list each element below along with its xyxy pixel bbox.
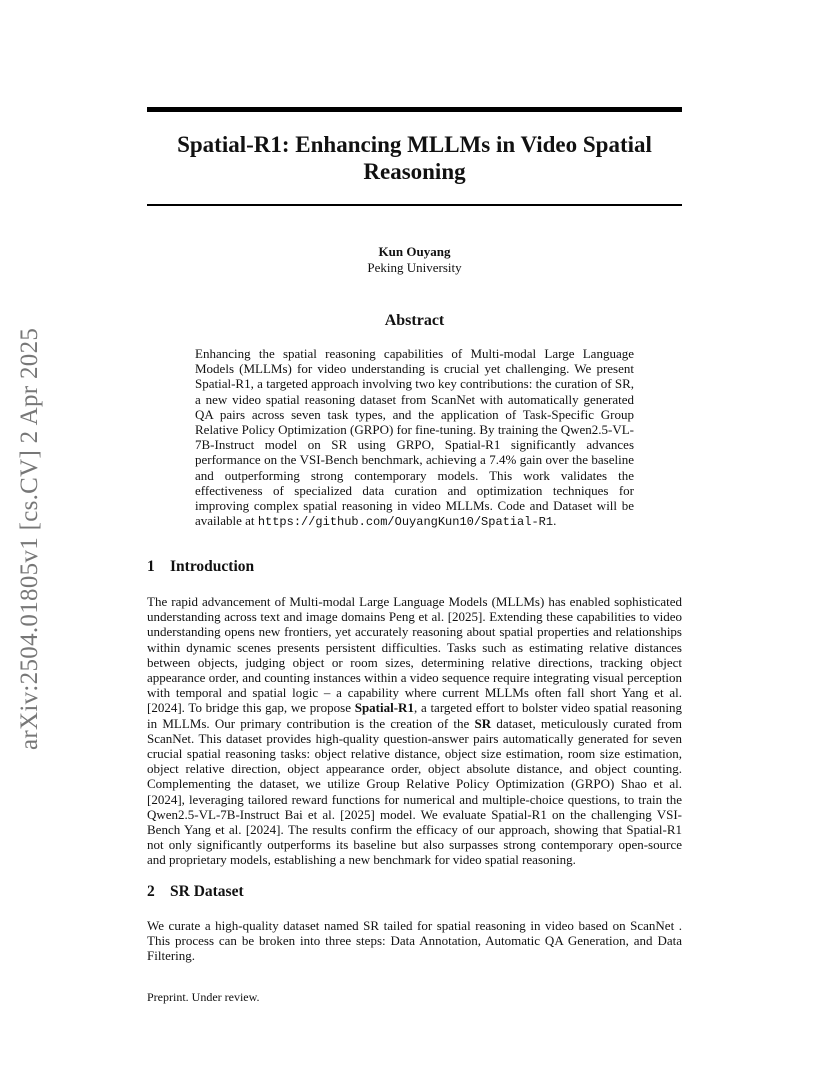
intro-text-part-2: , a targeted effort to bolster video spatial reasoning in MLLMs. Our primary contribution is the creation of the — [147, 700, 682, 731]
method-name-bold: Spatial-R1 — [354, 700, 414, 716]
abstract-body: Enhancing the spatial reasoning capabilities of Multi-modal Large Language Models (MLLMs) for video understanding is crucial yet challenging. We present Spatial-R1, a targeted approach involving two key contributions: the curation of SR, a new video spatial reasoning dataset from ScanNet with automatically generated QA pairs across seven task types, and the application of Task-Specific Group Relative Policy Optimization (GRPO) for fine-tuning. By training the Qwen2.5-VL-7B-Instruct model on SR using GRPO, Spatial-R1 significantly advances performance on the VSI-Bench benchmark, achieving a 7.4% gain over the baseline and outperforming strong contemporary models. This work validates the effectiveness of specialized data curation and optimization techniques for improving complex spatial reasoning in video MLLMs. Code and Dataset will be available at — [195, 346, 634, 529]
abstract-text — [195, 346, 634, 530]
paper-title: Spatial-R1: Enhancing MLLMs in Video Spatial Reasoning — [177, 132, 652, 184]
section-title: SR Dataset — [170, 883, 244, 900]
section-number: 2 — [147, 883, 155, 900]
preprint-footer: Preprint. Under review. — [147, 990, 260, 1004]
intro-text-part-1: The rapid advancement of Multi-modal Large Language Models (MLLMs) has enabled sophisticated understanding across text and image domains Peng et al. [2025]. Extending these capabilities to video understanding opens new frontiers, yet accurately reasoning about spatial properties and relationships within dynamic scenes presents persistent difficulties. Tasks such as estimating relative distances between objects, judging object or room sizes, determining relative directions, tracking object appearance order, and counting instances within a video sequence require integrating visual perception with temporal and spatial logic – a capability where current MLLMs often fall short Yang et al. [2024]. To bridge this gap, we propose — [147, 594, 682, 716]
abstract-heading: Abstract — [384, 312, 445, 329]
section-heading-sr-dataset — [147, 883, 682, 901]
intro-text-part-3: dataset, meticulously curated from ScanNet. This dataset provides high-quality question-answer pairs automatically generated for seven crucial spatial reasoning tasks: object relative distance, object size estimation, room size estimation, object relative direction, object appearance order, object absolute distance, and object counting. Complementing the dataset, we utilize Group Relative Policy Optimization (GRPO) Shao et al. [2024], leveraging tailored reward functions for numerical and multiple-choice questions, to train the Qwen2.5-VL-7B-Instruct Bai et al. [2025] model. We evaluate Spatial-R1 on the challenging VSI-Bench Yang et al. [2024]. The results confirm the efficacy of our approach, showing that Spatial-R1 not only significantly outperforms its baseline but also surpasses strong contemporary open-source and proprietary models, establishing a new benchmark for video spatial reasoning. — [147, 715, 683, 868]
title-bottom-rule — [147, 204, 682, 206]
dataset-name-bold: SR — [474, 715, 492, 731]
title-top-rule — [147, 107, 682, 112]
author-name: Kun Ouyang — [378, 244, 451, 259]
section-number: 1 — [147, 558, 155, 575]
author-affiliation: Peking University — [367, 260, 462, 275]
introduction-paragraph — [147, 594, 682, 868]
abstract-end: . — [553, 513, 557, 529]
arxiv-identifier: arXiv:2504.01805v1 [cs.CV] 2 Apr 2025 — [16, 327, 43, 750]
section-heading-introduction — [147, 558, 682, 576]
author-block — [147, 244, 682, 276]
section-title: Introduction — [170, 558, 255, 575]
code-url-link[interactable]: https://github.com/OuyangKun10/Spatial-R1 — [257, 515, 554, 530]
sr-dataset-paragraph: We curate a high-quality dataset named SR tailed for spatial reasoning in video based on ScanNet . This process can be broken into three steps: Data Annotation, Automatic QA Generation, and Data Filtering. — [147, 918, 682, 964]
